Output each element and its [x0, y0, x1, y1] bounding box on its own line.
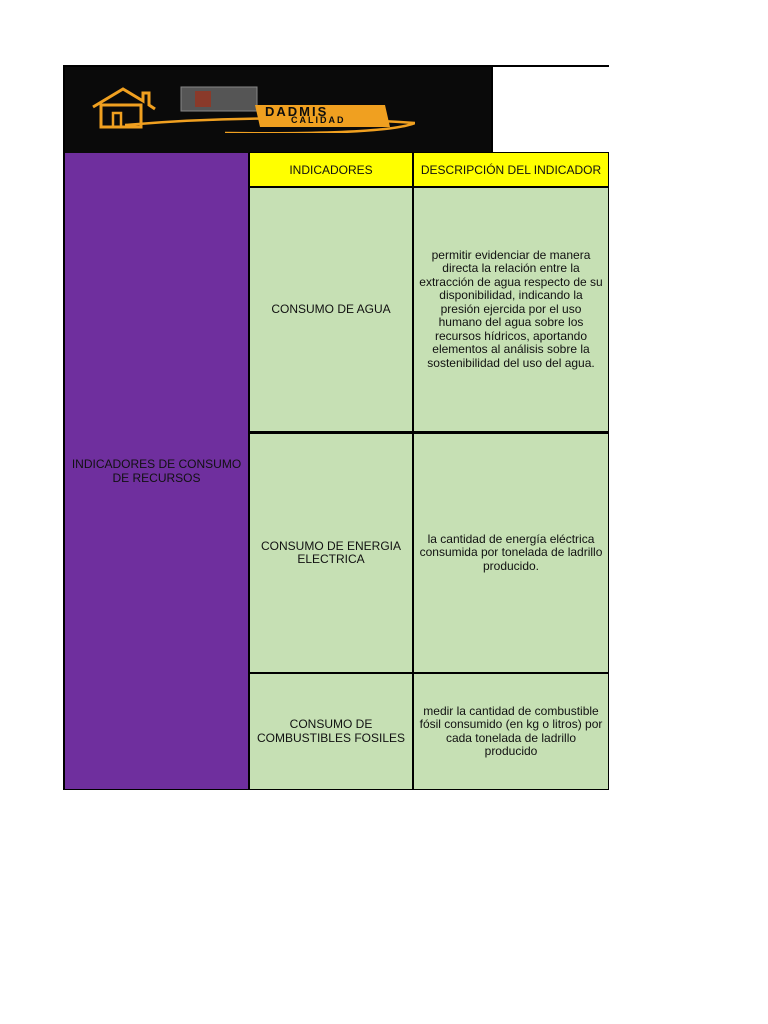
logo-title: DADMIS — [265, 104, 329, 119]
description-cell-energia[interactable]: la cantidad de energía eléctrica consumida por tonelada de ladrillo producido. — [413, 433, 609, 673]
logo-subtitle: CALIDAD — [291, 115, 346, 125]
indicator-cell-combustibles[interactable]: CONSUMO DE COMBUSTIBLES FOSILES — [249, 673, 413, 790]
description-cell-combustibles[interactable]: medir la cantidad de combustible fósil consumido (en kg o litros) por cada tonelada de ladrillo producido — [413, 673, 609, 790]
indicator-cell-energia[interactable]: CONSUMO DE ENERGIA ELECTRICA — [249, 433, 413, 673]
description-cell-agua[interactable]: permitir evidenciar de manera directa la relación entre la extracción de agua respecto de su disponibilidad, indicando la presión ejercida por el uso humano del agua sobre los recursos hídricos, aportando elementos al análisis sobre la sostenibilidad del uso del agua. — [413, 187, 609, 432]
header-indicadores[interactable]: INDICADORES — [249, 152, 413, 187]
indicator-cell-agua[interactable]: CONSUMO DE AGUA — [249, 187, 413, 432]
side-category-cell[interactable] — [63, 153, 249, 790]
logo-banner — [63, 65, 491, 153]
side-category-label: INDICADORES DE CONSUMO DE RECURSOS — [71, 457, 242, 485]
banner-empty-cell[interactable] — [491, 65, 609, 153]
house-logo-icon — [85, 83, 415, 133]
spreadsheet-sheet — [63, 65, 609, 790]
header-descripcion[interactable]: DESCRIPCIÓN DEL INDICADOR — [413, 152, 609, 187]
